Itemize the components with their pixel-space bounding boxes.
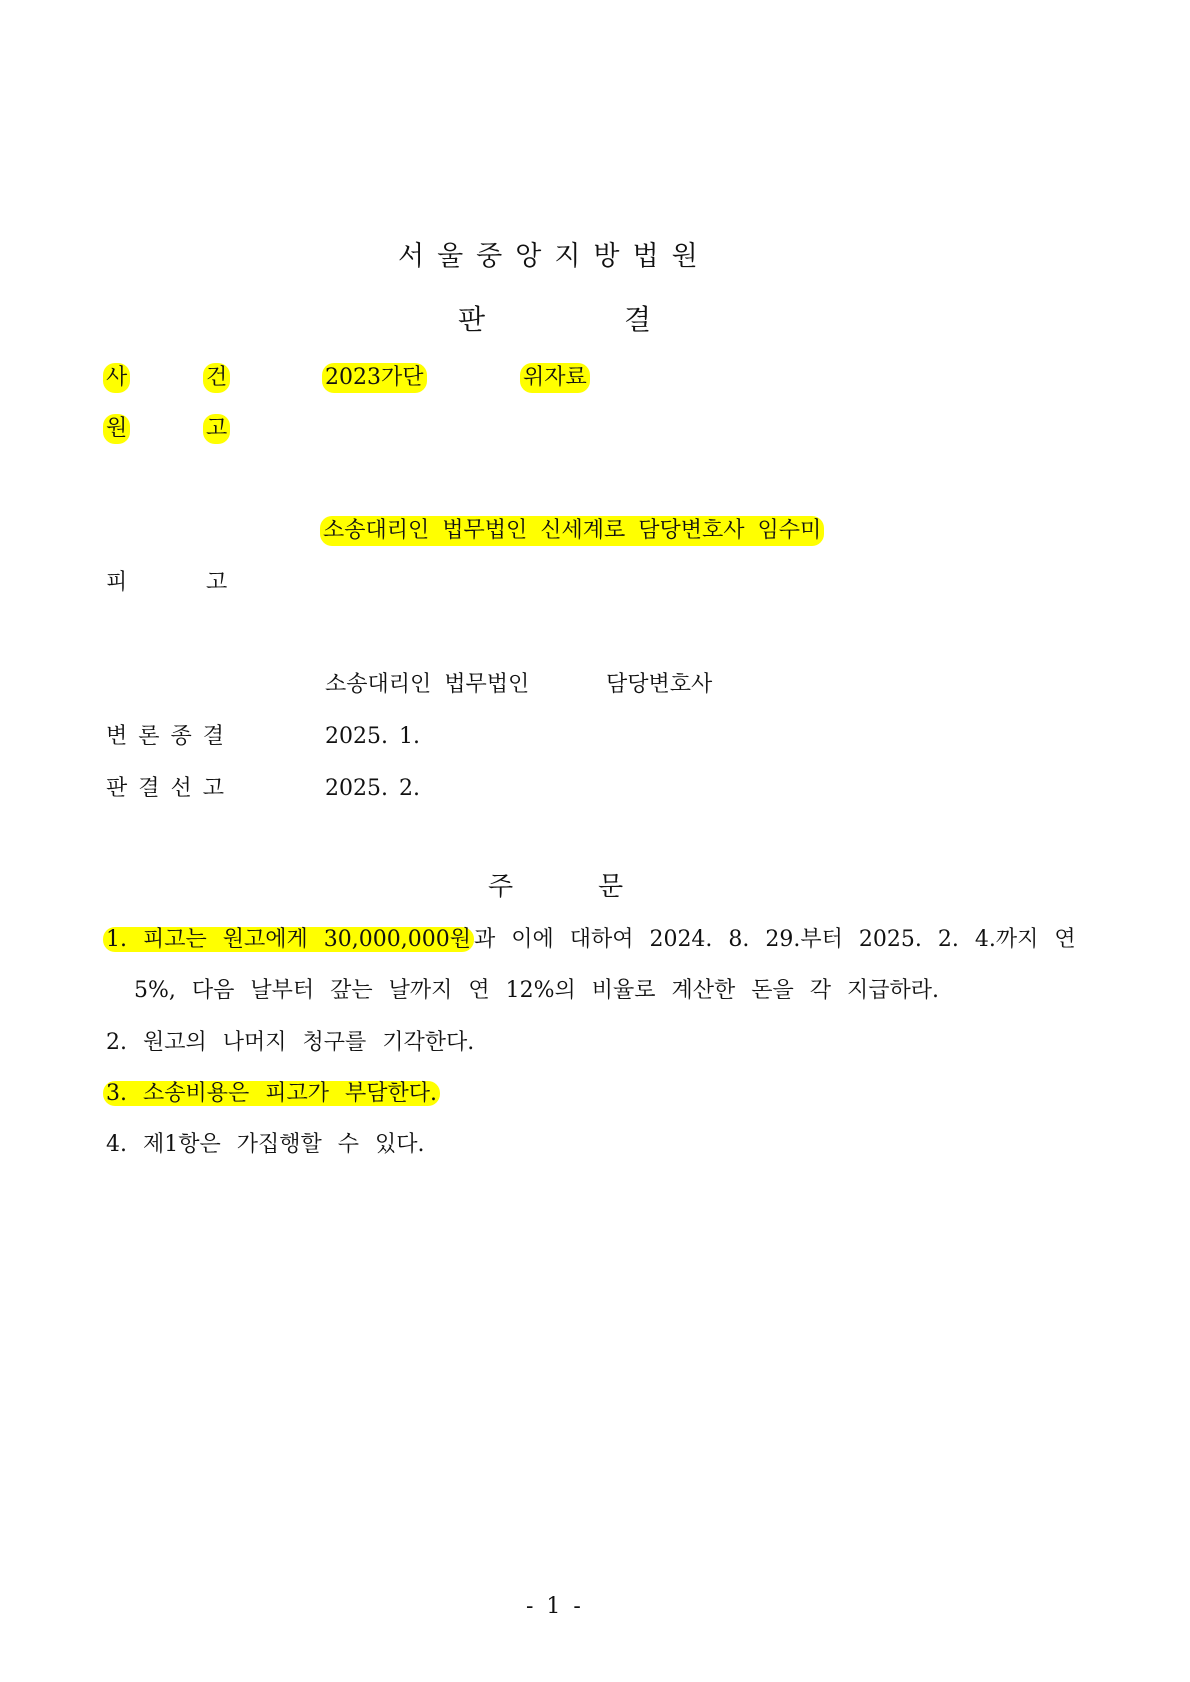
plaintiff-label-2: 고 bbox=[203, 414, 230, 444]
order-item-4: 4. 제1항은 가집행할 수 있다. bbox=[106, 1132, 425, 1157]
order-heading-left: 주 bbox=[488, 872, 514, 902]
order-item-1-highlight: 1. 피고는 원고에게 30,000,000원 bbox=[103, 927, 474, 952]
case-label-2: 건 bbox=[203, 363, 230, 393]
defendant-label-2: 고 bbox=[206, 570, 228, 595]
order-item-3-highlight: 3. 소송비용은 피고가 부담한다. bbox=[103, 1081, 440, 1106]
defendant-counsel-lawyer: 담당변호사 bbox=[606, 672, 713, 697]
page-number: - 1 - bbox=[526, 1594, 581, 1619]
case-number: 2023가단 bbox=[322, 363, 427, 393]
closing-label: 변 론 종 결 bbox=[106, 724, 224, 749]
closing-date: 2025. 1. bbox=[325, 724, 420, 749]
order-item-1-rest: 과 이에 대하여 2024. 8. 29.부터 2025. 2. 4.까지 연 bbox=[473, 927, 1076, 952]
case-subject: 위자료 bbox=[520, 363, 590, 393]
order-item-1 bbox=[103, 925, 1076, 955]
plaintiff-counsel: 소송대리인 법무법인 신세계로 담당변호사 임수미 bbox=[320, 516, 824, 546]
ruling-date: 2025. 2. bbox=[325, 776, 420, 801]
plaintiff-label-1: 원 bbox=[103, 414, 130, 444]
case-label-1: 사 bbox=[103, 363, 130, 393]
order-item-1-line2: 5%, 다음 날부터 갚는 날까지 연 12%의 비율로 계산한 돈을 각 지급하라. bbox=[134, 978, 940, 1003]
defendant-label-1: 피 bbox=[106, 570, 128, 595]
order-item-3 bbox=[103, 1079, 440, 1109]
doc-type-right: 결 bbox=[624, 303, 652, 336]
doc-type-left: 판 bbox=[458, 303, 486, 336]
defendant-counsel-firm: 소송대리인 법무법인 bbox=[325, 672, 530, 697]
ruling-label: 판 결 선 고 bbox=[106, 776, 224, 801]
order-item-2: 2. 원고의 나머지 청구를 기각한다. bbox=[106, 1030, 475, 1055]
court-name: 서울중앙지방법원 bbox=[398, 241, 711, 272]
order-heading-right: 문 bbox=[598, 872, 624, 902]
